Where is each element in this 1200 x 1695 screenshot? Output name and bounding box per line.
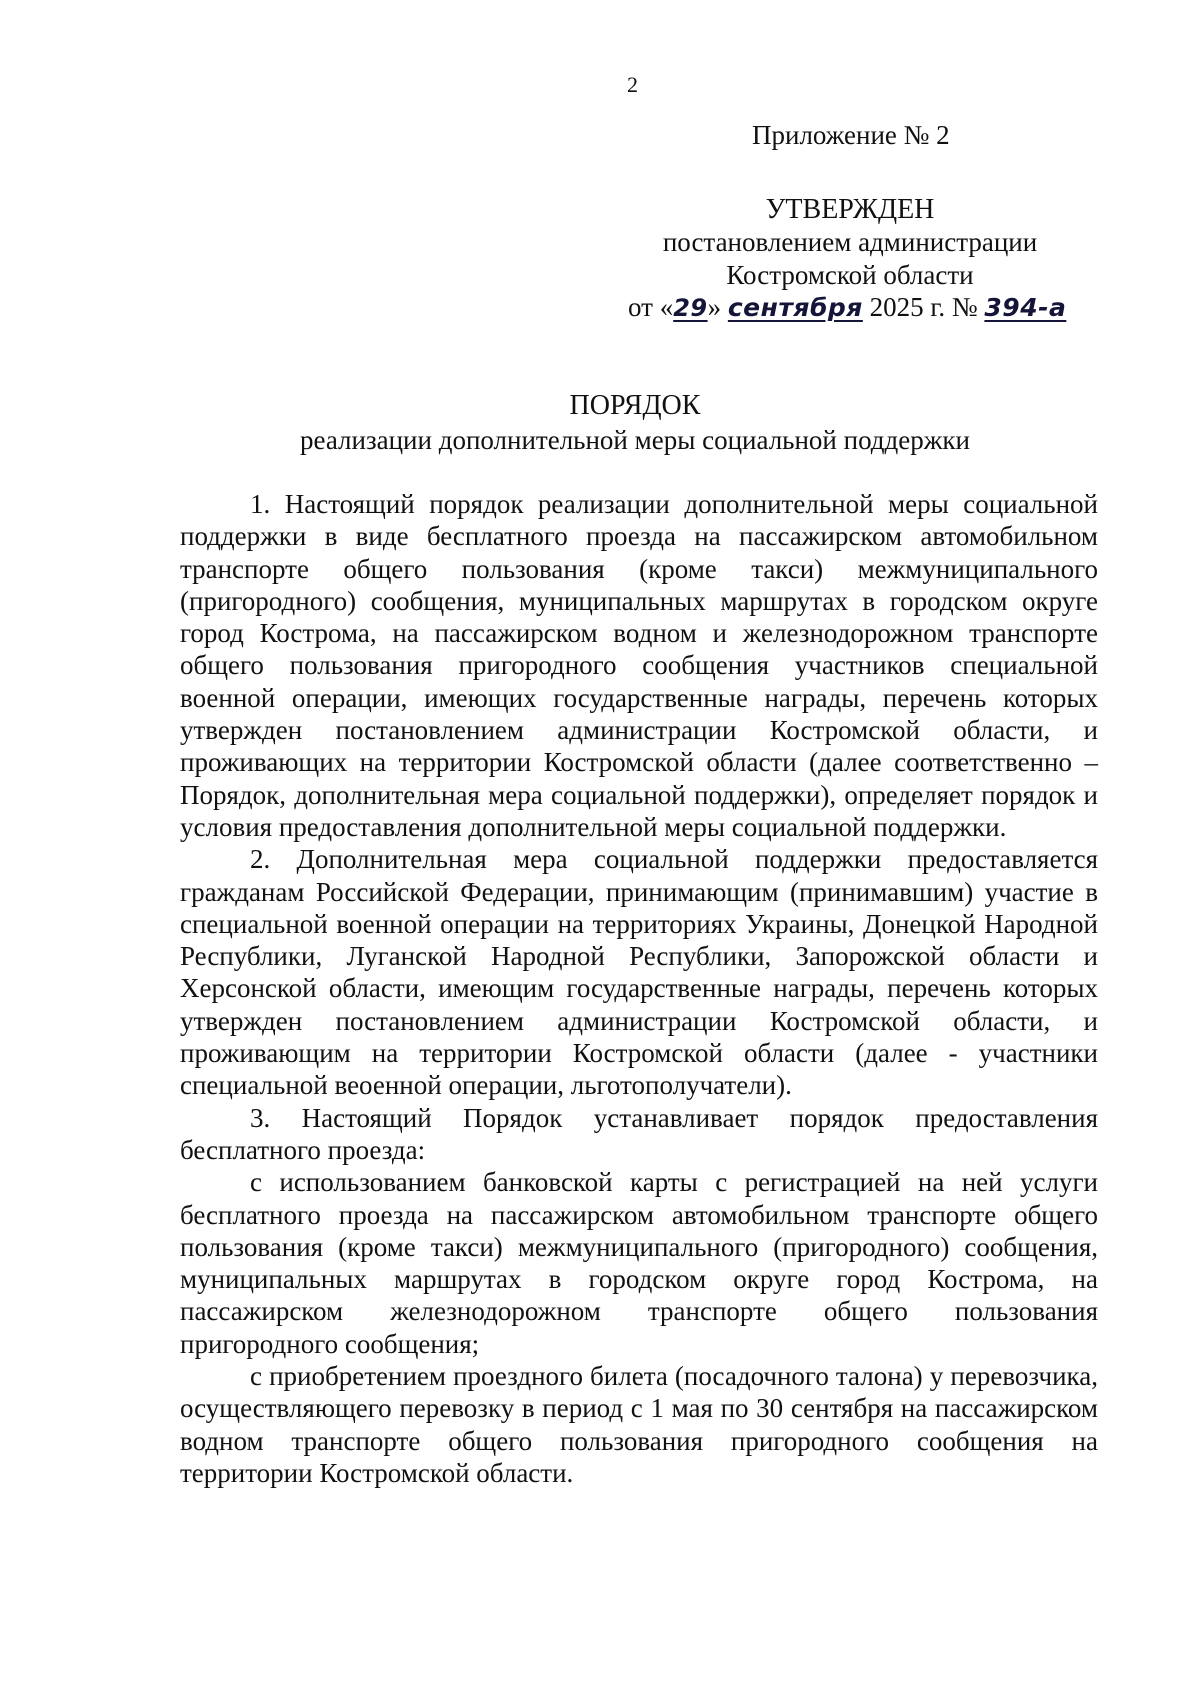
paragraph-3-item-1: с использованием банковской карты с регистрацией на ней услуги бесплатного проезда на пассажирском автомобильном транспорте общего пользования (кроме такси) межмуниципального (пригородного) сообщения, муниципальных маршрутах в городском округе город Кострома, на пассажирском железнодорожном транспорте общего пользования пригородного сообщения; [180, 1167, 1098, 1359]
approval-heading: УТВЕРЖДЕН [765, 194, 935, 225]
paragraph-2: 2. Дополнительная мера социальной поддержки предоставляется гражданам Российской Федерации, принимающим (принимавшим) участие в специальной военной операции на территориях Украины, Донецкой Народной Республики, Луганской Народной Республики, Запорожской области и Херсонской области, имеющим государственные награды, перечень которых утвержден постановлением администрации Костромской области, и проживающим на территории Костромской области (далее - участники специальной веоенной операции, льготополучатели). [180, 844, 1098, 1101]
appendix-label: Приложение № 2 [752, 120, 950, 150]
date-prefix: от « [628, 292, 674, 322]
handwritten-day: 29 [673, 294, 708, 322]
document-body [180, 488, 1098, 1489]
paragraph-1: 1. Настоящий порядок реализации дополнительной меры социальной поддержки в виде бесплатного проезда на пассажирском автомобильном транспорте общего пользования (кроме такси) межмуниципального (пригородного) сообщения, муниципальных маршрутах в городском округе город Кострома, на пассажирском водном и железнодорожном транспорте общего пользования пригородного сообщения участников специальной военной операции, имеющих государственные награды, перечень которых утвержден постановлением администрации Костромской области, и проживающих на территории Костромской области (далее соответственно – Порядок, дополнительная мера социальной поддержки), определяет порядок и условия предоставления дополнительной меры социальной поддержки. [180, 489, 1098, 842]
document-subtitle: реализации дополнительной меры социальной поддержки [300, 425, 970, 455]
paragraph-3: 3. Настоящий Порядок устанавливает порядок предоставления бесплатного проезда: [180, 1102, 1098, 1165]
approval-line-2: Костромской области [726, 260, 974, 290]
date-suffix: 2025 г. № [862, 292, 985, 322]
approval-line-1: постановлением администрации [662, 227, 1038, 257]
paragraph-3-item-2: с приобретением проездного билета (посадочного талона) у перевозчика, осуществляющего перевозку в период с 1 мая по 30 сентября на пассажирском водном транспорте общего пользования пригородного сообщения на территории Костромской области. [180, 1361, 1098, 1488]
page-number: 2 [627, 72, 638, 97]
date-mid: » [707, 292, 728, 322]
handwritten-month: сентября [727, 293, 863, 322]
approval-block [600, 193, 1100, 292]
handwritten-number: 394-а [984, 293, 1067, 322]
approval-date-line [628, 292, 1066, 323]
document-title: ПОРЯДОК [569, 390, 701, 421]
